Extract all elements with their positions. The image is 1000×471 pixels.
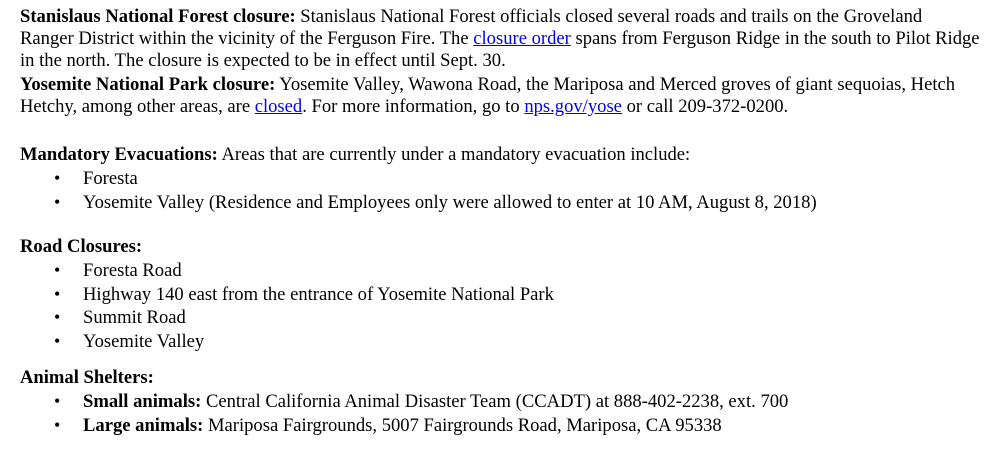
- list-item: [20, 259, 980, 283]
- evacuations-list: [20, 167, 980, 214]
- stanislaus-closure-label: Stanislaus National Forest closure:: [20, 6, 296, 27]
- bullet-icon: •: [54, 391, 61, 411]
- list-item: [20, 167, 980, 191]
- list-item: [20, 306, 980, 330]
- yosemite-text-2: . For more information, go to: [302, 96, 525, 117]
- yosemite-closure-label: Yosemite National Park closure:: [20, 74, 276, 95]
- road-closures-list: [20, 259, 980, 353]
- closure-order-link[interactable]: closure order: [473, 28, 571, 49]
- bullet-icon: •: [54, 283, 61, 304]
- list-item: [20, 191, 980, 215]
- large-animals-text: Mariposa Fairgrounds, 5007 Fairgrounds Road, Mariposa, CA 95338: [203, 414, 722, 436]
- list-item: [20, 283, 980, 307]
- stanislaus-text-1: Stanislaus National Forest officials closed several roads and trails on the Groveland Ranger District within the vicinity of the Ferguson Fire. The: [20, 6, 923, 49]
- stanislaus-closure-paragraph: [20, 6, 980, 72]
- closed-link[interactable]: closed: [254, 96, 303, 117]
- small-animals-label: Small animals:: [83, 391, 202, 412]
- list-item-text: Yosemite Valley: [83, 330, 205, 352]
- list-item-text: Foresta: [83, 168, 138, 189]
- small-animals-text: Central California Animal Disaster Team (CCADT) at 888-402-2238, ext. 700: [201, 391, 789, 412]
- bullet-icon: •: [54, 414, 61, 435]
- list-item: [20, 390, 980, 414]
- yosemite-text-1: Yosemite Valley, Wawona Road, the Mariposa and Merced groves of giant sequoias, Hetch Hetchy, among other areas, are: [20, 74, 956, 117]
- spacer: [20, 353, 980, 367]
- bullet-icon: •: [54, 191, 61, 212]
- spacer: [20, 118, 980, 144]
- bullet-icon: •: [54, 260, 61, 280]
- road-closures-label: Road Closures:: [20, 236, 143, 257]
- yosemite-closure-paragraph: [20, 74, 980, 118]
- animal-shelters-list: [20, 390, 980, 437]
- evacuations-text: Areas that are currently under a mandatory evacuation include:: [217, 144, 691, 165]
- bullet-icon: •: [54, 330, 61, 351]
- list-item-text: Foresta Road: [83, 260, 182, 281]
- bullet-icon: •: [54, 307, 61, 327]
- road-closures-heading: [20, 236, 980, 258]
- evacuations-paragraph: [20, 144, 980, 166]
- yosemite-text-3: or call 209-372-0200.: [621, 96, 789, 117]
- animal-shelters-heading: [20, 367, 980, 389]
- large-animals-label: Large animals:: [83, 414, 204, 436]
- list-item-text: Summit Road: [83, 307, 186, 328]
- stanislaus-text-2: spans from Ferguson Ridge in the south to Pilot Ridge in the north. The closure is expected to be in effect until Sept. 30.: [20, 28, 980, 71]
- list-item: [20, 330, 980, 354]
- list-item: [20, 414, 980, 438]
- bullet-icon: •: [54, 168, 61, 188]
- spacer: [20, 214, 980, 236]
- list-item-text: Yosemite Valley (Residence and Employees only were allowed to enter at 10 AM, August 8, 2018): [83, 191, 817, 213]
- animal-shelters-label: Animal Shelters:: [20, 367, 154, 388]
- list-item-text: Highway 140 east from the entrance of Yosemite National Park: [83, 283, 554, 305]
- evacuations-label: Mandatory Evacuations:: [20, 144, 218, 165]
- nps-gov-yose-link[interactable]: nps.gov/yose: [524, 96, 622, 117]
